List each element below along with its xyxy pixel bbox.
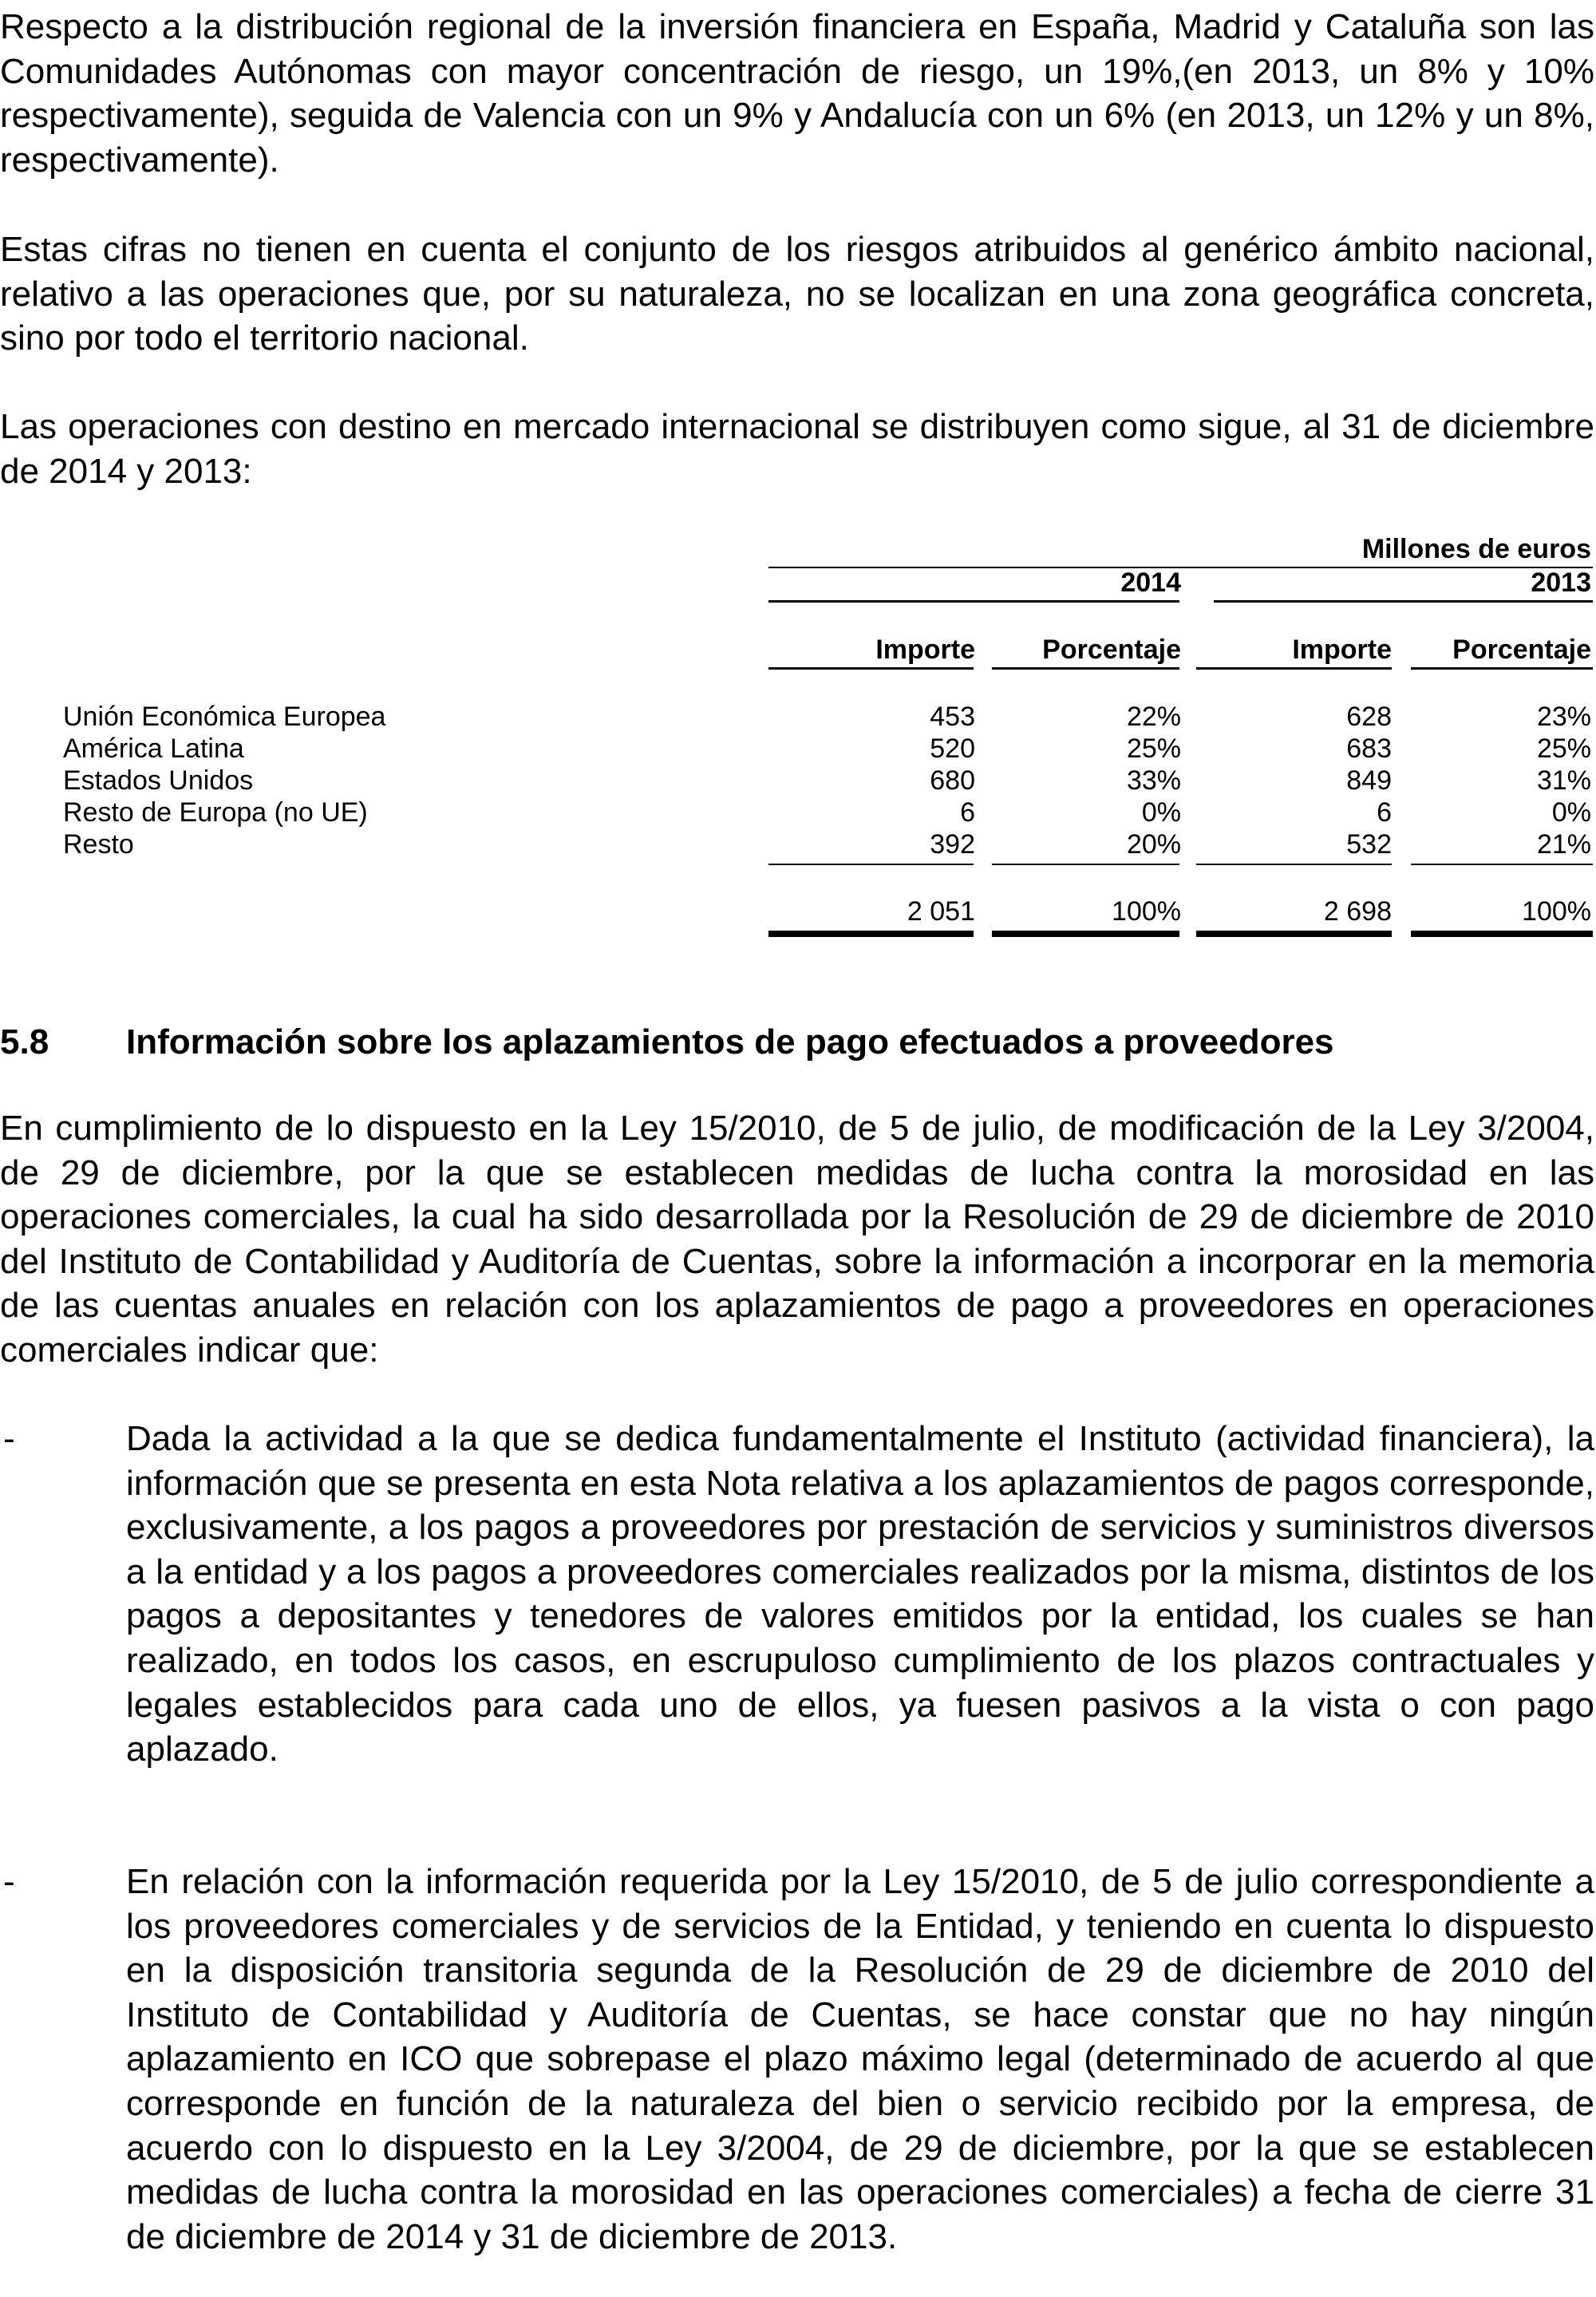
- bullet-item-legal-deadline: En relación con la información requerida por la Ley 15/2010, de 5 de julio correspondiente a los proveedores comerciales y de servicios de la Entidad, y teniendo en cuenta lo dispuesto en la disposición transitoria segunda de la Resolución de 29 de diciembre de 2010 del Instituto de Contabilidad y Auditoría de Cuentas, se hace constar que no hay ningún aplazamiento en ICO que sobrepase el plazo máximo legal (determinado de acuerdo al que corresponde en función de la naturaleza del bien o servicio recibido por la empresa, de acuerdo con lo dispuesto en la Ley 3/2004, de 29 de diciembre, por la que se establecen medidas de lucha contra la morosidad en las operaciones comerciales) a fecha de cierre 31 de diciembre de 2014 y 31 de diciembre de 2013.: [126, 1862, 1594, 2256]
- table-cell: 532: [1346, 829, 1392, 860]
- table-year-2013: 2013: [1531, 567, 1591, 598]
- table-cell: 23%: [1536, 702, 1591, 732]
- table-rule-col2: [992, 667, 1179, 670]
- table-total-cell: 100%: [1522, 896, 1591, 927]
- table-row-label: Resto: [63, 829, 134, 860]
- table-total-rule: [1411, 931, 1593, 937]
- table-cell: 25%: [1536, 733, 1591, 764]
- international-distribution-table: [0, 527, 1596, 958]
- bullet-marker: -: [3, 1419, 15, 1458]
- table-subtotal-rule: [768, 864, 974, 865]
- section-number: 5.8: [0, 1022, 49, 1062]
- table-subtotal-rule: [1411, 864, 1593, 865]
- paragraph-regional-distribution: Respecto a la distribución regional de la inversión financiera en España, Madrid y Cataluña son las Comunidades Autónomas con mayor concentración de riesgo, un 19%,(en 2013, un 8% y 10% respectivamente), seguida de Valencia con un 9% y Andalucía con un 6% (en 2013, un 12% y un 8%, respectivamente).: [0, 7, 1594, 180]
- paragraph-section-intro: En cumplimiento de lo dispuesto en la Ley 15/2010, de 5 de julio, de modificación de la Ley 3/2004, de 29 de diciembre, por la que se establecen medidas de lucha contra la morosidad en las operaciones comerciales, la cual ha sido desarrollada por la Resolución de 29 de diciembre de 2010 del Instituto de Contabilidad y Auditoría de Cuentas, sobre la información a incorporar en la memoria de las cuentas anuales en relación con los aplazamientos de pago a proveedores en operaciones comerciales indicar que:: [0, 1109, 1594, 1370]
- col-header-porcentaje-2013: Porcentaje: [1452, 635, 1591, 665]
- table-row-label: Unión Económica Europea: [63, 702, 386, 732]
- table-total-rule: [768, 931, 974, 937]
- table-subtotal-rule: [992, 864, 1179, 865]
- table-cell: 22%: [1126, 702, 1181, 732]
- table-cell: 392: [930, 829, 975, 860]
- table-row-label: América Latina: [63, 733, 244, 764]
- section-title: Información sobre los aplazamientos de pago efectuados a proveedores: [126, 1022, 1334, 1062]
- table-year-2014: 2014: [1120, 567, 1181, 598]
- table-rule-year-2013: [1214, 600, 1593, 603]
- table-subtotal-rule: [1196, 864, 1392, 865]
- table-rule-col4: [1411, 667, 1593, 670]
- table-total-rule: [1196, 931, 1392, 937]
- table-cell: 520: [930, 733, 975, 764]
- table-total-cell: 2 698: [1323, 896, 1392, 927]
- table-total-rule: [992, 931, 1179, 937]
- table-row-label: Estados Unidos: [63, 765, 254, 796]
- bullet-marker: -: [3, 1862, 15, 1901]
- table-cell: 33%: [1126, 765, 1181, 796]
- table-row-label: Resto de Europa (no UE): [63, 797, 368, 828]
- table-rule-col1: [768, 667, 974, 670]
- table-cell: 6: [1377, 797, 1392, 828]
- col-header-importe-2014: Importe: [875, 635, 975, 665]
- table-cell: 0%: [1551, 797, 1591, 828]
- table-cell: 683: [1346, 733, 1392, 764]
- table-cell: 680: [930, 765, 975, 796]
- table-cell: 453: [930, 702, 975, 732]
- table-cell: 6: [960, 797, 975, 828]
- table-cell: 628: [1346, 702, 1392, 732]
- table-rule-year-2014: [768, 600, 1179, 603]
- col-header-importe-2013: Importe: [1292, 635, 1392, 665]
- table-cell: 849: [1346, 765, 1392, 796]
- table-cell: 21%: [1536, 829, 1591, 860]
- table-cell: 0%: [1141, 797, 1181, 828]
- table-cell: 31%: [1536, 765, 1591, 796]
- table-cell: 25%: [1126, 733, 1181, 764]
- table-rule-col3: [1196, 667, 1392, 670]
- paragraph-national-risks: Estas cifras no tienen en cuenta el conjunto de los riesgos atribuidos al genérico ámbito nacional, relativo a las operaciones que, por su naturaleza, no se localizan en una zona geográfica concreta, sino por todo el territorio nacional.: [0, 230, 1594, 358]
- bullet-item-activity: Dada la actividad a la que se dedica fundamentalmente el Instituto (actividad financiera), la información que se presenta en esta Nota relativa a los aplazamientos de pagos corresponde, exclusivamente, a los pagos a proveedores por prestación de servicios y suministros diversos a la entidad y a los pagos a proveedores comerciales realizados por la misma, distintos de los pagos a depositantes y tenedores de valores emitidos por la entidad, los cuales se han realizado, en todos los casos, en escrupuloso cumplimiento de los plazos contractuales y legales establecidos para cada uno de ellos, ya fuesen pasivos a la vista o con pago aplazado.: [126, 1419, 1594, 1769]
- col-header-porcentaje-2014: Porcentaje: [1042, 635, 1181, 665]
- table-total-cell: 100%: [1112, 896, 1181, 927]
- paragraph-international-intro: Las operaciones con destino en mercado internacional se distribuyen como sigue, al 31 de diciembre de 2014 y 2013:: [0, 407, 1594, 491]
- table-cell: 20%: [1126, 829, 1181, 860]
- table-unit-label: Millones de euros: [1361, 534, 1591, 564]
- table-total-cell: 2 051: [907, 896, 975, 927]
